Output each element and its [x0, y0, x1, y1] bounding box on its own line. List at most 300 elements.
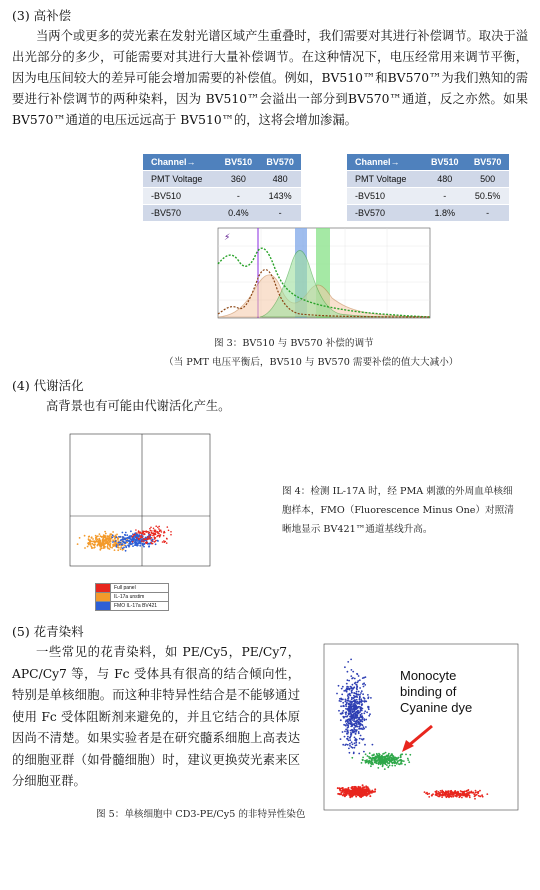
- scatter-dot: [340, 738, 342, 740]
- scatter-dot: [122, 547, 124, 549]
- scatter-dot: [357, 793, 359, 795]
- scatter-dot: [102, 541, 104, 543]
- scatter-dot: [120, 536, 122, 538]
- scatter-dot: [362, 725, 364, 727]
- scatter-dot: [354, 729, 356, 731]
- scatter-dot: [396, 757, 398, 759]
- scatter-dot: [346, 733, 348, 735]
- scatter-dot: [400, 756, 402, 758]
- scatter-dot: [480, 795, 482, 797]
- scatter-dot: [134, 534, 136, 536]
- scatter-dot: [142, 544, 144, 546]
- scatter-dot: [147, 536, 149, 538]
- scatter-dot: [351, 669, 353, 671]
- scatter-dot: [372, 744, 374, 746]
- scatter-dot: [362, 759, 364, 761]
- compensation-table-right: [347, 154, 509, 221]
- scatter-dot: [115, 540, 117, 542]
- scatter-dot: [353, 718, 355, 720]
- scatter-dot: [350, 659, 352, 661]
- scatter-dot: [347, 661, 349, 663]
- scatter-dot: [387, 767, 389, 769]
- scatter-dot: [461, 791, 463, 793]
- legend-item: [95, 602, 169, 611]
- scatter-dot: [142, 539, 144, 541]
- scatter-dot: [121, 544, 123, 546]
- scatter-dot: [467, 792, 469, 794]
- scatter-dot: [149, 543, 151, 545]
- scatter-dot: [131, 539, 133, 541]
- scatter-dot: [339, 698, 341, 700]
- scatter-dot: [161, 531, 163, 533]
- scatter-dot: [361, 710, 363, 712]
- scatter-dot: [374, 762, 376, 764]
- scatter-dot: [136, 532, 138, 534]
- scatter-dot: [393, 759, 395, 761]
- scatter-dot: [154, 534, 156, 536]
- scatter-dot: [383, 753, 385, 755]
- scatter-dot: [356, 723, 358, 725]
- scatter-dot: [362, 784, 364, 786]
- scatter-dot: [360, 692, 362, 694]
- scatter-dot: [153, 528, 155, 530]
- scatter-dot: [365, 701, 367, 703]
- scatter-dot: [431, 794, 433, 796]
- table-cell: -: [217, 188, 259, 205]
- scatter-dot: [338, 685, 340, 687]
- scatter-dot: [88, 542, 90, 544]
- scatter-dot: [358, 675, 360, 677]
- scatter-dot: [349, 716, 351, 718]
- scatter-dot: [123, 536, 125, 538]
- scatter-dot: [109, 544, 111, 546]
- scatter-dot: [357, 710, 359, 712]
- scatter-dot: [345, 713, 347, 715]
- scatter-dot: [444, 792, 446, 794]
- scatter-dot: [125, 534, 127, 536]
- scatter-dot: [345, 704, 347, 706]
- scatter-dot: [111, 537, 113, 539]
- scatter-dot: [353, 753, 355, 755]
- scatter-dot: [347, 671, 349, 673]
- scatter-dot: [132, 542, 134, 544]
- scatter-dot: [138, 543, 140, 545]
- scatter-dot: [368, 763, 370, 765]
- scatter-dot: [87, 546, 89, 548]
- scatter-dot: [353, 720, 355, 722]
- scatter-dot: [355, 730, 357, 732]
- scatter-dot: [342, 686, 344, 688]
- scatter-dot: [356, 691, 358, 693]
- scatter-dot: [348, 723, 350, 725]
- scatter-dot: [369, 713, 371, 715]
- scatter-dot: [103, 546, 105, 548]
- scatter-dot: [357, 726, 359, 728]
- scatter-dot: [347, 679, 349, 681]
- scatter-dot: [355, 793, 357, 795]
- scatter-dot: [108, 541, 110, 543]
- legend-label: IL-17a unstim: [114, 594, 145, 600]
- scatter-dot: [446, 791, 448, 793]
- scatter-dot: [114, 549, 116, 551]
- scatter-dot: [349, 745, 351, 747]
- table-header: BV570: [466, 154, 509, 171]
- scatter-dot: [115, 536, 117, 538]
- scatter-dot: [354, 742, 356, 744]
- scatter-dot: [445, 795, 447, 797]
- scatter-dot: [384, 763, 386, 765]
- scatter-dot: [365, 785, 367, 787]
- scatter-dot: [128, 546, 130, 548]
- scatter-dot: [95, 537, 97, 539]
- legend-label: FMO IL-17a BV421: [114, 603, 158, 609]
- scatter-dot: [359, 697, 361, 699]
- scatter-dot: [356, 696, 358, 698]
- legend-item: [95, 593, 169, 602]
- scatter-dot: [347, 729, 349, 731]
- scatter-dot: [157, 535, 159, 537]
- scatter-dot: [138, 539, 140, 541]
- scatter-dot: [355, 796, 357, 798]
- scatter-dot: [437, 795, 439, 797]
- scatter-dot: [358, 732, 360, 734]
- scatter-dot: [341, 787, 343, 789]
- scatter-dot: [102, 539, 104, 541]
- table-cell: -BV570: [143, 205, 217, 222]
- scatter-dot: [364, 744, 366, 746]
- scatter-dot: [98, 538, 100, 540]
- scatter-dot: [345, 699, 347, 701]
- scatter-dot: [132, 545, 134, 547]
- scatter-dot: [375, 761, 377, 763]
- scatter-dot: [159, 530, 161, 532]
- scatter-dot: [368, 715, 370, 717]
- scatter-dot: [140, 543, 142, 545]
- scatter-dot: [359, 694, 361, 696]
- scatter-dot: [106, 542, 108, 544]
- table-cell: 360: [217, 171, 259, 188]
- scatter-dot: [348, 706, 350, 708]
- legend-label: Full panel: [114, 585, 136, 591]
- scatter-dot: [361, 713, 363, 715]
- table-cell: PMT Voltage: [347, 171, 423, 188]
- scatter-dot: [162, 541, 164, 543]
- flow-plot-figure5: [314, 642, 522, 822]
- scatter-dot: [363, 789, 365, 791]
- scatter-dot: [100, 548, 102, 550]
- scatter-dot: [352, 708, 354, 710]
- scatter-dot: [453, 795, 455, 797]
- scatter-dot: [361, 690, 363, 692]
- scatter-dot: [359, 710, 361, 712]
- scatter-dot: [338, 710, 340, 712]
- legend-item: [95, 583, 169, 593]
- scatter-dot: [348, 680, 350, 682]
- scatter-dot: [466, 796, 468, 798]
- scatter-dot: [348, 713, 350, 715]
- scatter-dot: [340, 792, 342, 794]
- scatter-dot: [149, 532, 151, 534]
- scatter-dot: [459, 793, 461, 795]
- scatter-dot: [99, 542, 101, 544]
- scatter-dot: [474, 794, 476, 796]
- scatter-dot: [486, 793, 488, 795]
- scatter-dot: [466, 793, 468, 795]
- scatter-dot: [362, 717, 364, 719]
- scatter-dot: [91, 537, 93, 539]
- scatter-dot: [145, 538, 147, 540]
- scatter-dot: [359, 786, 361, 788]
- scatter-dot: [398, 763, 400, 765]
- scatter-dot: [469, 797, 471, 799]
- scatter-dot: [146, 531, 148, 533]
- scatter-dot: [360, 728, 362, 730]
- scatter-dot: [359, 726, 361, 728]
- scatter-dot: [370, 697, 372, 699]
- scatter-dot: [135, 529, 137, 531]
- scatter-dot: [101, 545, 103, 547]
- scatter-dot: [369, 757, 371, 759]
- scatter-dot: [101, 536, 103, 538]
- table-header: BV570: [259, 154, 301, 171]
- scatter-dot: [435, 792, 437, 794]
- scatter-dot: [348, 740, 350, 742]
- scatter-dot: [425, 793, 427, 795]
- scatter-dot: [125, 537, 127, 539]
- laser-icon: ⚡: [224, 233, 231, 243]
- scatter-dot: [377, 767, 379, 769]
- scatter-dot: [112, 535, 114, 537]
- scatter-dot: [151, 532, 153, 534]
- scatter-dot: [150, 530, 152, 532]
- scatter-dot: [157, 527, 159, 529]
- table-header: BV510: [217, 154, 259, 171]
- scatter-dot: [350, 714, 352, 716]
- scatter-dot: [474, 798, 476, 800]
- scatter-dot: [369, 795, 371, 797]
- scatter-dot: [349, 720, 351, 722]
- scatter-dot: [351, 757, 353, 759]
- scatter-dot: [92, 538, 94, 540]
- scatter-dot: [362, 677, 364, 679]
- scatter-dot: [428, 796, 430, 798]
- scatter-dot: [475, 792, 477, 794]
- scatter-dot: [346, 723, 348, 725]
- scatter-dot: [351, 729, 353, 731]
- scatter-dot: [143, 541, 145, 543]
- scatter-dot: [349, 693, 351, 695]
- scatter-dot: [354, 693, 356, 695]
- table-cell: 50.5%: [466, 188, 509, 205]
- scatter-dot: [386, 755, 388, 757]
- scatter-dot: [94, 546, 96, 548]
- scatter-dot: [354, 678, 356, 680]
- table-cell: -BV510: [347, 188, 423, 205]
- scatter-dot: [382, 766, 384, 768]
- scatter-dot: [358, 722, 360, 724]
- scatter-dot: [379, 762, 381, 764]
- scatter-dot: [365, 726, 367, 728]
- scatter-dot: [145, 542, 147, 544]
- scatter-dot: [460, 794, 462, 796]
- scatter-dot: [357, 680, 359, 682]
- scatter-dot: [120, 548, 122, 550]
- scatter-dot: [352, 743, 354, 745]
- scatter-dot: [384, 768, 386, 770]
- scatter-dot: [350, 675, 352, 677]
- scatter-dot: [376, 762, 378, 764]
- scatter-dot: [398, 757, 400, 759]
- scatter-dot: [354, 747, 356, 749]
- table-cell: 480: [259, 171, 301, 188]
- scatter-dot: [441, 792, 443, 794]
- scatter-dot: [347, 738, 349, 740]
- scatter-dot: [364, 719, 366, 721]
- scatter-dot: [353, 727, 355, 729]
- scatter-dot: [391, 753, 393, 755]
- scatter-dot: [154, 530, 156, 532]
- scatter-dot: [170, 531, 172, 533]
- scatter-dot: [348, 710, 350, 712]
- scatter-dot: [367, 694, 369, 696]
- scatter-dot: [404, 764, 406, 766]
- scatter-dot: [352, 747, 354, 749]
- scatter-dot: [350, 723, 352, 725]
- scatter-dot: [360, 701, 362, 703]
- scatter-dot: [104, 540, 106, 542]
- figure4-legend: [95, 583, 169, 611]
- scatter-dot: [388, 762, 390, 764]
- scatter-dot: [135, 544, 137, 546]
- scatter-dot: [122, 549, 124, 551]
- scatter-dot: [342, 744, 344, 746]
- scatter-dot: [368, 706, 370, 708]
- scatter-dot: [362, 791, 364, 793]
- scatter-dot: [447, 796, 449, 798]
- scatter-dot: [482, 796, 484, 798]
- scatter-dot: [457, 792, 459, 794]
- scatter-dot: [354, 737, 356, 739]
- scatter-dot: [136, 537, 138, 539]
- scatter-dot: [163, 535, 165, 537]
- scatter-dot: [349, 689, 351, 691]
- scatter-dot: [365, 792, 367, 794]
- scatter-dot: [131, 536, 133, 538]
- scatter-dot: [124, 542, 126, 544]
- scatter-dot: [454, 793, 456, 795]
- scatter-dot: [349, 739, 351, 741]
- scatter-dot: [148, 545, 150, 547]
- scatter-dot: [389, 765, 391, 767]
- scatter-dot: [349, 752, 351, 754]
- scatter-dot: [463, 793, 465, 795]
- scatter-dot: [361, 793, 363, 795]
- scatter-dot: [368, 791, 370, 793]
- scatter-dot: [342, 699, 344, 701]
- scatter-dot: [345, 719, 347, 721]
- scatter-dot: [348, 748, 350, 750]
- scatter-dot: [405, 754, 407, 756]
- scatter-dot: [108, 538, 110, 540]
- scatter-dot: [139, 535, 141, 537]
- scatter-dot: [94, 543, 96, 545]
- scatter-dot: [382, 761, 384, 763]
- scatter-dot: [367, 755, 369, 757]
- scatter-dot: [350, 708, 352, 710]
- scatter-dot: [348, 703, 350, 705]
- scatter-dot: [364, 701, 366, 703]
- scatter-dot: [355, 786, 357, 788]
- scatter-dot: [84, 535, 86, 537]
- table-cell: -: [259, 205, 301, 222]
- table-cell: 1.8%: [423, 205, 466, 222]
- scatter-dot: [394, 757, 396, 759]
- scatter-dot: [97, 544, 99, 546]
- scatter-dot: [353, 695, 355, 697]
- scatter-dot: [448, 793, 450, 795]
- scatter-dot: [356, 673, 358, 675]
- scatter-dot: [360, 735, 362, 737]
- scatter-dot: [157, 540, 159, 542]
- scatter-dot: [356, 789, 358, 791]
- scatter-dot: [149, 528, 151, 530]
- scatter-dot: [469, 795, 471, 797]
- scatter-dot: [352, 705, 354, 707]
- scatter-dot: [363, 712, 365, 714]
- scatter-dot: [352, 688, 354, 690]
- scatter-dot: [126, 534, 128, 536]
- scatter-dot: [439, 792, 441, 794]
- scatter-dot: [359, 679, 361, 681]
- scatter-dot: [357, 713, 359, 715]
- scatter-dot: [343, 724, 345, 726]
- figure3-caption: 图 3：BV510 与 BV570 补偿的调节: [214, 338, 374, 349]
- scatter-dot: [345, 725, 347, 727]
- scatter-dot: [358, 790, 360, 792]
- scatter-dot: [407, 758, 409, 760]
- scatter-dot: [354, 702, 356, 704]
- scatter-dot: [147, 538, 149, 540]
- scatter-dot: [341, 712, 343, 714]
- table-cell: -: [466, 205, 509, 222]
- scatter-dot: [159, 535, 161, 537]
- scatter-dot: [348, 789, 350, 791]
- scatter-dot: [346, 683, 348, 685]
- scatter-dot: [388, 753, 390, 755]
- scatter-dot: [125, 545, 127, 547]
- scatter-dot: [365, 719, 367, 721]
- scatter-dot: [337, 793, 339, 795]
- scatter-dot: [351, 687, 353, 689]
- scatter-dot: [351, 698, 353, 700]
- scatter-dot: [352, 684, 354, 686]
- scatter-dot: [368, 708, 370, 710]
- scatter-dot: [400, 759, 402, 761]
- scatter-dot: [356, 719, 358, 721]
- scatter-dot: [103, 537, 105, 539]
- scatter-dot: [352, 732, 354, 734]
- scatter-dot: [136, 544, 138, 546]
- scatter-dot: [347, 726, 349, 728]
- scatter-dot: [151, 530, 153, 532]
- table-header: Channel→: [347, 154, 423, 171]
- scatter-dot: [354, 723, 356, 725]
- section4-heading: (4) 代谢活化: [12, 378, 84, 393]
- scatter-dot: [116, 544, 118, 546]
- scatter-dot: [150, 534, 152, 536]
- scatter-dot: [354, 710, 356, 712]
- scatter-dot: [396, 759, 398, 761]
